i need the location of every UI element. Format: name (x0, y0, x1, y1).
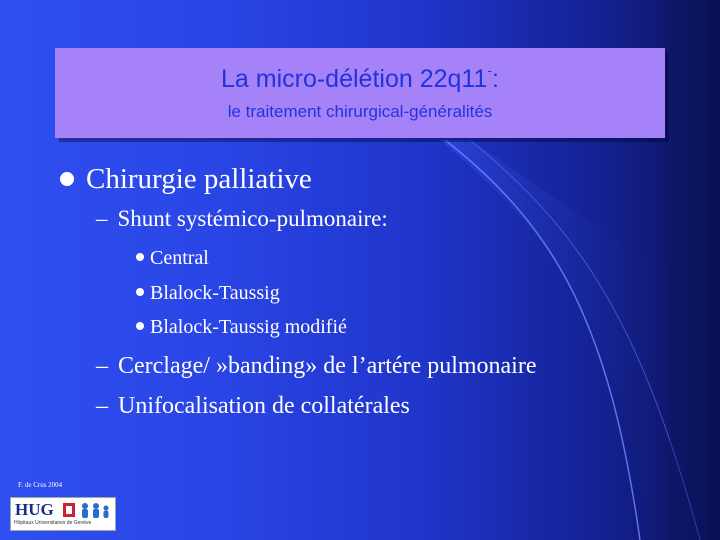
dash-icon: – (96, 206, 108, 231)
dash-icon: – (96, 353, 108, 379)
sub-bullet-shunt: – Shunt systémico-pulmonaire: (96, 206, 388, 231)
list-item: Central (136, 247, 209, 270)
bullet-dot-icon (136, 253, 144, 261)
logo-subtitle: Hôpitaux Universitaires de Genève (14, 520, 92, 526)
dash-icon: – (96, 393, 108, 419)
bullet-dot-icon (136, 288, 144, 296)
title-superscript: - (487, 62, 493, 78)
list-item: Blalock-Taussig (136, 282, 280, 305)
sub-bullet-unifocalisation: – Unifocalisation de collatérales (96, 393, 410, 419)
logo-text: HUG (15, 500, 54, 519)
slide-subtitle: le traitement chirurgical-généralités (227, 102, 493, 121)
logo-figures-icon (63, 501, 111, 519)
bullet-dot-icon (60, 172, 74, 186)
slide-title: La micro-délétion 22q11-: (221, 62, 499, 93)
hug-logo (10, 497, 116, 531)
title-colon: : (492, 65, 499, 93)
list-item: Blalock-Taussig modifié (136, 316, 347, 339)
author-credit: F. de Crus 2004 (18, 481, 63, 489)
sub-bullet-cerclage: – Cerclage/ »banding» de l’artére pulmonaire (96, 353, 537, 379)
bullet-dot-icon (136, 322, 144, 330)
title-box (55, 48, 665, 138)
bullet-chirurgie-palliative: Chirurgie palliative (60, 163, 312, 196)
